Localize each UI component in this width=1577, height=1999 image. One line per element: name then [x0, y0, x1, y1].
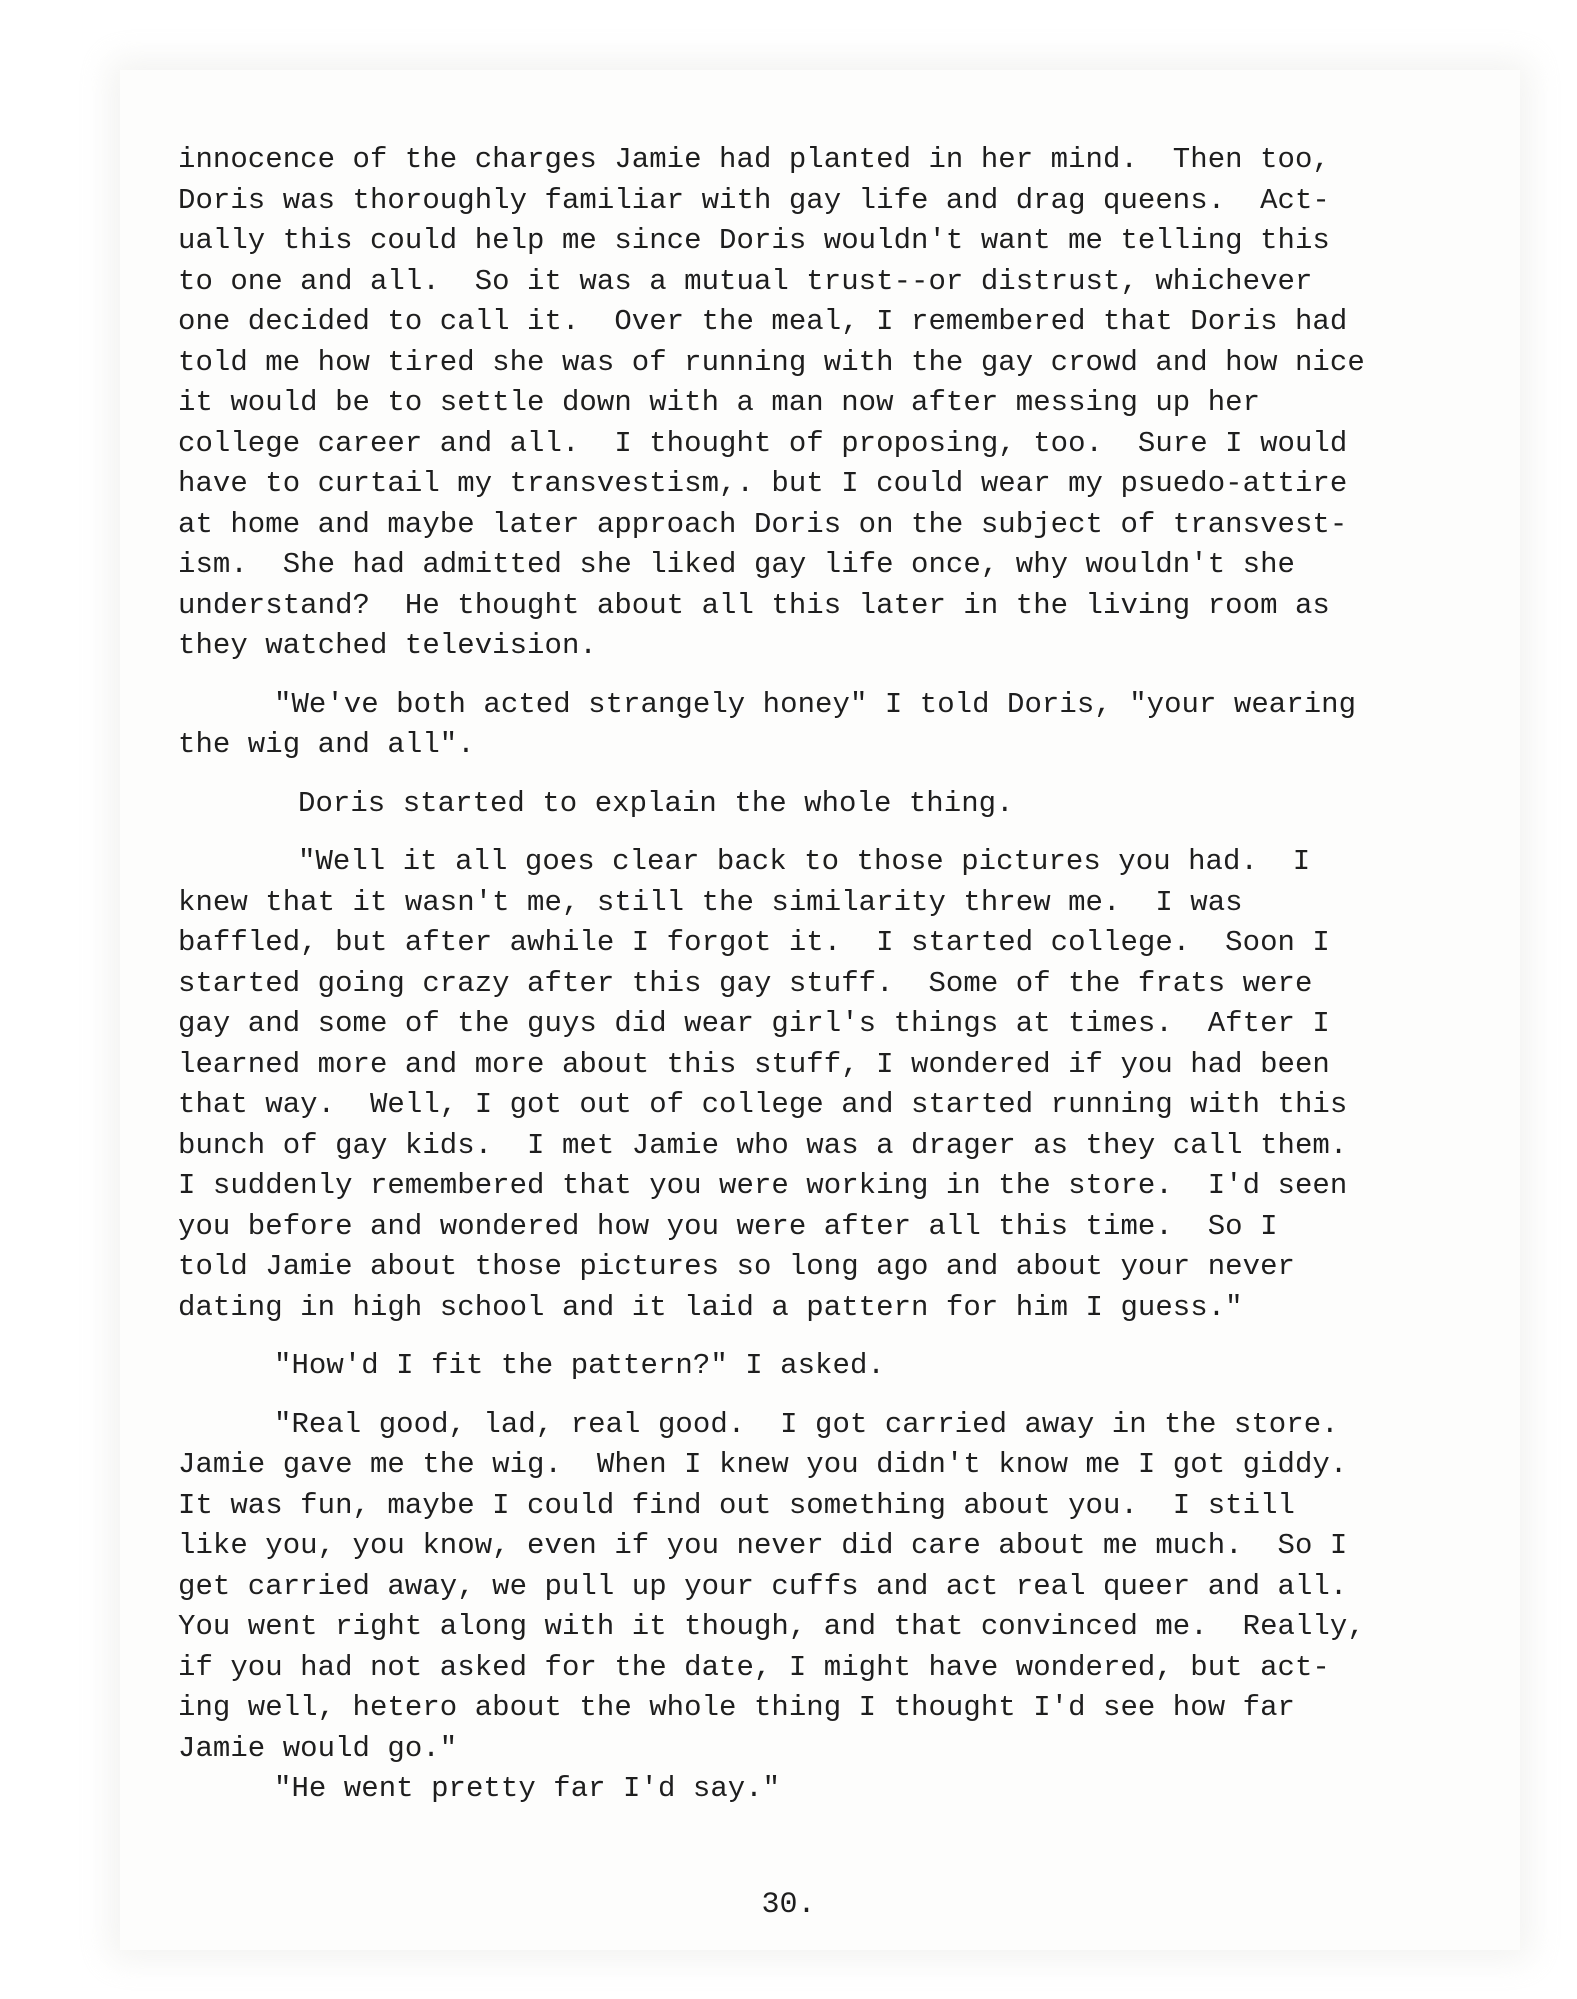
text-line: to one and all. So it was a mutual trust--or distrust, whichever	[178, 264, 1313, 298]
paragraph-gap	[178, 1387, 1538, 1405]
text-line: baffled, but after awhile I forgot it. I started college. Soon I	[178, 926, 1330, 959]
paragraph	[178, 842, 1538, 1328]
text-line: innocence of the charges Jamie had planted in her mind. Then too,	[178, 143, 1330, 176]
paragraph-gap	[178, 824, 1538, 842]
text-line: learned more and more about this stuff, I wondered if you had been	[178, 1047, 1330, 1081]
text-line: told me how tired she was of running with the gay crowd and how nice	[178, 345, 1365, 379]
text-line: started going crazy after this gay stuff. Some of the frats were	[178, 966, 1313, 1000]
text-line: understand? He thought about all this later in the living room as	[178, 588, 1330, 622]
text-line: "We've both acted strangely honey" I told Doris, "your wearing	[274, 687, 1357, 721]
page-number: 30.	[761, 1888, 816, 1922]
paragraph	[178, 784, 1538, 825]
text-line: if you had not asked for the date, I might have wondered, but act-	[178, 1650, 1330, 1684]
text-line: the wig and all".	[178, 728, 475, 761]
text-line: it would be to settle down with a man now after messing up her	[178, 386, 1261, 419]
text-line: You went right along with it though, and that convinced me. Really,	[178, 1610, 1365, 1643]
text-line: college career and all. I thought of proposing, too. Sure I would	[178, 426, 1348, 460]
text-line: "He went pretty far I'd say."	[274, 1772, 781, 1805]
text-line: "Real good, lad, real good. I got carried away in the store.	[274, 1407, 1339, 1441]
paragraph	[178, 1769, 1538, 1810]
document-body	[178, 140, 1538, 1810]
text-line: knew that it wasn't me, still the similarity threw me. I was	[178, 885, 1243, 919]
paragraph	[178, 1346, 1538, 1387]
text-line: that way. Well, I got out of college and started running with this	[178, 1088, 1348, 1121]
text-line: like you, you know, even if you never did care about me much. So I	[178, 1529, 1348, 1562]
text-line: ing well, hetero about the whole thing I thought I'd see how far	[178, 1691, 1295, 1724]
text-line: gay and some of the guys did wear girl's things at times. After I	[178, 1007, 1330, 1040]
text-line: dating in high school and it laid a pattern for him I guess."	[178, 1290, 1243, 1324]
text-line: It was fun, maybe I could find out something about you. I still	[178, 1488, 1295, 1522]
text-line: they watched television.	[178, 629, 597, 662]
text-line: Jamie would go."	[178, 1731, 458, 1765]
text-line: Doris was thoroughly familiar with gay life and drag queens. Act-	[178, 183, 1330, 217]
text-line: Doris started to explain the whole thing.	[298, 786, 1014, 820]
text-line: ism. She had admitted she liked gay life once, why wouldn't she	[178, 548, 1295, 581]
text-line: "How'd I fit the pattern?" I asked.	[274, 1349, 885, 1382]
paragraph	[178, 1405, 1538, 1770]
text-line: ually this could help me since Doris wouldn't want me telling this	[178, 224, 1330, 257]
paragraph-gap	[178, 667, 1538, 685]
text-line: at home and maybe later approach Doris on the subject of transvest-	[178, 507, 1348, 541]
text-line: have to curtail my transvestism,. but I could wear my psuedo-attire	[178, 467, 1348, 500]
paragraph-gap	[178, 1328, 1538, 1346]
paragraph-gap	[178, 766, 1538, 784]
text-line: Jamie gave me the wig. When I knew you didn't know me I got giddy.	[178, 1448, 1348, 1481]
text-line: one decided to call it. Over the meal, I remembered that Doris had	[178, 305, 1348, 338]
paragraph	[178, 685, 1538, 766]
text-line: "Well it all goes clear back to those pictures you had. I	[298, 845, 1311, 878]
text-line: told Jamie about those pictures so long ago and about your never	[178, 1250, 1295, 1283]
text-line: you before and wondered how you were after all this time. So I	[178, 1209, 1278, 1243]
paragraph	[178, 140, 1538, 667]
text-line: bunch of gay kids. I met Jamie who was a drager as they call them.	[178, 1128, 1348, 1162]
text-line: get carried away, we pull up your cuffs and act real queer and all.	[178, 1569, 1348, 1603]
text-line: I suddenly remembered that you were working in the store. I'd seen	[178, 1169, 1348, 1202]
